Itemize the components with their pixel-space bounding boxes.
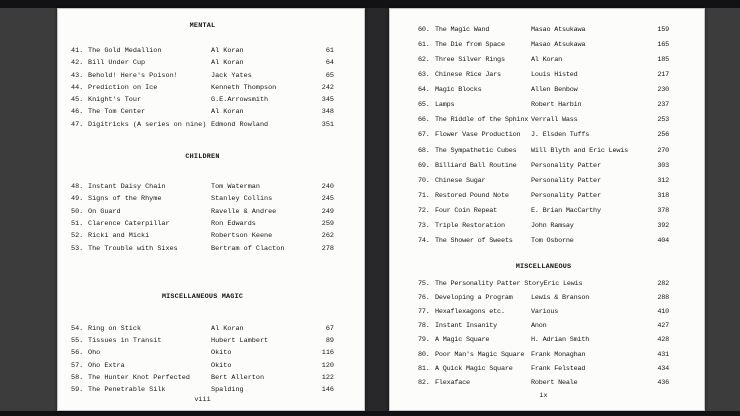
entry-author: Stanley Collins xyxy=(211,195,273,204)
toc-entry-row xyxy=(71,47,334,59)
toc-entry-row xyxy=(418,41,669,56)
entry-page-number: 278 xyxy=(321,244,334,253)
toc-entry-row xyxy=(71,232,334,244)
toc-section-entries xyxy=(418,280,669,394)
entry-page-number: 165 xyxy=(657,40,669,49)
entry-author: Personality Patter xyxy=(531,176,601,185)
toc-section-heading: MENTAL xyxy=(189,22,216,30)
entry-title: Magic Blocks xyxy=(435,86,482,95)
entry-author: Robertson Keene xyxy=(211,232,273,241)
toc-entry-row xyxy=(418,192,669,207)
entry-title: Flower Vase Production xyxy=(435,131,521,140)
entry-title: The Die from Space xyxy=(435,40,505,49)
entry-number: 50. xyxy=(71,207,84,216)
entry-title: Ring on Stick xyxy=(88,324,142,333)
entry-page-number: 378 xyxy=(657,207,669,216)
toc-section-entries xyxy=(418,26,669,253)
entry-title: Knight's Tour xyxy=(88,96,142,105)
toc-section xyxy=(418,26,669,253)
toc-entry-row xyxy=(71,220,334,232)
entry-author: E. Brian MacCarthy xyxy=(531,207,601,216)
entry-author: Jack Yates xyxy=(211,71,252,80)
entry-author: H. Adrian Smith xyxy=(531,336,590,345)
entry-author: Verrall Wass xyxy=(531,116,578,125)
toc-entry-row xyxy=(418,177,669,192)
toc-section xyxy=(71,153,334,257)
entry-author: Bert Allerton xyxy=(211,374,265,383)
entry-author: Ravelle & Andree xyxy=(211,207,277,216)
entry-page-number: 245 xyxy=(321,195,334,204)
entry-author: Al Koran xyxy=(531,55,563,64)
entry-number: 64. xyxy=(418,86,430,95)
entry-number: 80. xyxy=(418,350,430,359)
entry-author: Various xyxy=(531,307,559,316)
entry-page-number: 122 xyxy=(321,374,334,383)
entry-title: Digitricks (A series on nine) xyxy=(88,120,207,129)
entry-title: Ricki and Micki xyxy=(88,232,150,241)
left-page-folio: viii xyxy=(194,396,211,404)
entry-author: Okito xyxy=(211,349,232,358)
entry-number: 41. xyxy=(71,47,84,55)
entry-number: 55. xyxy=(71,337,84,346)
entry-number: 65. xyxy=(418,101,430,110)
toc-entry-row xyxy=(71,362,334,374)
toc-entry-row xyxy=(418,56,669,71)
bottom-letterbox-bar xyxy=(0,411,740,416)
toc-entry-row xyxy=(418,322,669,336)
toc-entry-row xyxy=(418,308,669,322)
entry-page-number: 351 xyxy=(321,120,334,129)
entry-title: Instant Daisy Chain xyxy=(88,183,166,192)
entry-number: 47. xyxy=(71,120,84,129)
toc-entry-row xyxy=(418,207,669,222)
toc-entry-row xyxy=(418,237,669,252)
entry-title: On Guard xyxy=(88,207,121,216)
entry-number: 71. xyxy=(418,192,430,201)
entry-number: 60. xyxy=(418,25,430,34)
entry-number: 54. xyxy=(71,324,84,333)
entry-title: Developing a Program xyxy=(435,293,513,302)
toc-entry-row xyxy=(71,108,334,120)
entry-author: Robert Harbin xyxy=(531,101,582,110)
entry-number: 69. xyxy=(418,161,430,170)
entry-page-number: 348 xyxy=(321,108,334,117)
toc-entry-row xyxy=(418,26,669,41)
entry-page-number: 434 xyxy=(657,364,669,373)
entry-title: Tissues in Transit xyxy=(88,337,162,346)
entry-author: J. Elsden Tuffs xyxy=(531,131,590,140)
entry-page-number: 64 xyxy=(325,59,334,68)
entry-number: 58. xyxy=(71,374,84,383)
entry-title: Chinese Rice Jars xyxy=(435,70,501,79)
entry-page-number: 242 xyxy=(321,83,334,92)
right-page-folio: ix xyxy=(539,392,548,400)
entry-number: 78. xyxy=(418,322,430,331)
toc-section-entries xyxy=(71,325,334,399)
entry-title: Clarence Caterpillar xyxy=(88,219,170,228)
toc-entry-row xyxy=(418,336,669,350)
toc-entry-row xyxy=(418,86,669,101)
toc-section xyxy=(71,293,334,399)
toc-entry-row xyxy=(418,71,669,86)
toc-section-heading: CHILDREN xyxy=(185,153,220,162)
toc-entry-row xyxy=(418,294,669,308)
entry-author: Hubert Lambert xyxy=(211,337,269,346)
entry-number: 46. xyxy=(71,108,84,117)
entry-author: Al Koran xyxy=(211,59,244,68)
entry-number: 42. xyxy=(71,59,84,68)
entry-page-number: 345 xyxy=(321,96,334,105)
page-spread xyxy=(0,8,740,411)
entry-title: Oho Extra xyxy=(88,361,125,370)
entry-number: 43. xyxy=(71,71,84,80)
entry-author: Will Blyth and Eric Lewis xyxy=(531,146,628,155)
toc-entry-row xyxy=(71,121,334,133)
entry-title: A Magic Square xyxy=(435,336,490,345)
entry-number: 51. xyxy=(71,219,84,228)
entry-page-number: 185 xyxy=(657,55,669,64)
entry-number: 70. xyxy=(418,176,430,185)
entry-number: 49. xyxy=(71,195,84,204)
toc-entry-row xyxy=(418,101,669,116)
entry-page-number: 120 xyxy=(321,361,334,370)
toc-section-entries xyxy=(71,183,334,257)
entry-title: Oho xyxy=(88,349,101,358)
entry-title: The Penetrable Silk xyxy=(88,386,166,395)
entry-number: 56. xyxy=(71,349,84,358)
entry-number: 74. xyxy=(418,237,430,246)
entry-page-number: 256 xyxy=(657,131,669,140)
entry-page-number: 436 xyxy=(657,378,669,387)
entry-number: 44. xyxy=(71,83,84,92)
entry-page-number: 312 xyxy=(657,176,669,185)
toc-entry-row xyxy=(418,131,669,146)
entry-title: The Riddle of the Sphinx xyxy=(435,116,529,125)
toc-entry-row xyxy=(71,59,334,71)
entry-page-number: 392 xyxy=(657,222,669,231)
entry-page-number: 230 xyxy=(657,86,669,95)
entry-number: 81. xyxy=(418,364,430,373)
toc-entry-row xyxy=(71,72,334,84)
toc-section-heading: MISCELLANEOUS xyxy=(515,262,572,271)
entry-title: The Personality Patter Story xyxy=(435,279,544,288)
toc-entry-row xyxy=(418,162,669,177)
toc-entry-row xyxy=(418,116,669,131)
entry-page-number: 237 xyxy=(657,101,669,110)
toc-entry-row xyxy=(418,365,669,379)
book-page-right xyxy=(389,8,705,411)
top-letterbox-bar xyxy=(0,0,740,8)
entry-title: The Magic Wand xyxy=(435,25,490,34)
entry-title: Four Coin Repeat xyxy=(435,207,498,216)
entry-number: 63. xyxy=(418,70,430,79)
entry-title: Billiard Ball Routine xyxy=(435,161,517,170)
toc-entry-row xyxy=(418,222,669,237)
toc-entry-row xyxy=(71,183,334,195)
entry-author: Al Koran xyxy=(211,324,244,333)
entry-author: Edmond Rowland xyxy=(211,120,269,129)
entry-page-number: 253 xyxy=(657,116,669,125)
entry-author: Personality Patter xyxy=(531,161,601,170)
entry-title: A Quick Magic Square xyxy=(435,364,513,373)
entry-number: 68. xyxy=(418,146,430,155)
toc-entry-row xyxy=(418,379,669,393)
entry-title: Poor Man's Magic Square xyxy=(435,350,525,359)
entry-author: Personality Patter xyxy=(531,192,601,201)
entry-page-number: 240 xyxy=(321,183,334,192)
entry-title: The Trouble with Sixes xyxy=(88,244,178,253)
entry-page-number: 65 xyxy=(325,71,334,80)
entry-author: Lewis & Branson xyxy=(531,293,590,302)
entry-number: 52. xyxy=(71,232,84,241)
entry-number: 76. xyxy=(418,293,430,302)
toc-entry-row xyxy=(71,84,334,96)
entry-title: Lamps xyxy=(435,101,455,110)
entry-number: 73. xyxy=(418,222,430,231)
entry-page-number: 116 xyxy=(321,349,334,358)
entry-author: Robert Neale xyxy=(531,378,578,387)
entry-page-number: 146 xyxy=(321,386,334,395)
entry-author: Spalding xyxy=(211,386,244,395)
entry-page-number: 303 xyxy=(657,161,669,170)
entry-number: 79. xyxy=(418,336,430,345)
entry-title: Signs of the Rhyme xyxy=(88,195,162,204)
toc-entry-row xyxy=(71,325,334,337)
entry-page-number: 217 xyxy=(657,70,669,79)
entry-author: Allen Benbow xyxy=(531,86,578,95)
entry-page-number: 159 xyxy=(657,25,669,34)
entry-author: Frank Monaghan xyxy=(531,350,586,359)
entry-author: Masao Atsukawa xyxy=(531,40,586,49)
entry-number: 82. xyxy=(418,378,430,387)
entry-author: Masao Atsukawa xyxy=(531,25,586,34)
entry-number: 45. xyxy=(71,96,84,105)
entry-title: Instant Insanity xyxy=(435,322,498,331)
toc-entry-row xyxy=(418,351,669,365)
entry-author: Frank Felstead xyxy=(531,364,586,373)
entry-title: The Hunter Knot Perfected xyxy=(88,374,190,383)
toc-entry-row xyxy=(418,147,669,162)
entry-number: 59. xyxy=(71,386,84,395)
left-page-body xyxy=(58,9,364,410)
entry-page-number: 431 xyxy=(657,350,669,359)
entry-author: Bertram of Clacton xyxy=(211,244,285,253)
entry-number: 67. xyxy=(418,131,430,140)
entry-page-number: 428 xyxy=(657,336,669,345)
entry-author: Al Koran xyxy=(211,47,244,55)
toc-entry-row xyxy=(71,337,334,349)
toc-entry-row xyxy=(71,195,334,207)
entry-page-number: 318 xyxy=(657,192,669,201)
entry-page-number: 410 xyxy=(657,307,669,316)
toc-entry-row xyxy=(71,208,334,220)
entry-title: The Shower of Sweets xyxy=(435,237,513,246)
entry-title: Triple Restoration xyxy=(435,222,505,231)
toc-entry-row xyxy=(71,96,334,108)
entry-title: Flexaface xyxy=(435,378,470,387)
entry-author: Louis Histed xyxy=(531,70,578,79)
entry-page-number: 282 xyxy=(657,279,669,288)
toc-section xyxy=(71,22,334,133)
entry-number: 66. xyxy=(418,116,430,125)
entry-page-number: 89 xyxy=(325,337,334,346)
entry-page-number: 61 xyxy=(325,47,334,55)
entry-page-number: 67 xyxy=(325,324,334,333)
entry-title: Three Silver Rings xyxy=(435,55,505,64)
entry-number: 77. xyxy=(418,307,430,316)
entry-author: G.E.Arrowsmith xyxy=(211,96,269,105)
entry-page-number: 288 xyxy=(657,293,669,302)
entry-number: 62. xyxy=(418,55,430,64)
toc-section xyxy=(418,263,669,394)
toc-section-entries xyxy=(71,47,334,133)
entry-title: The Sympathetic Cubes xyxy=(435,146,517,155)
entry-author: John Ramsay xyxy=(531,222,574,231)
entry-page-number: 249 xyxy=(321,207,334,216)
entry-title: Restored Pound Note xyxy=(435,192,509,201)
entry-title: Chinese Sugar xyxy=(435,176,486,185)
entry-page-number: 262 xyxy=(321,232,334,241)
entry-title: The Gold Medallion xyxy=(88,47,162,55)
entry-number: 53. xyxy=(71,244,84,253)
entry-number: 61. xyxy=(418,40,430,49)
entry-author: Al Koran xyxy=(211,108,244,117)
entry-author: Tom Osborne xyxy=(531,237,574,246)
entry-number: 75. xyxy=(418,279,430,288)
entry-author: Ron Edwards xyxy=(211,219,256,228)
entry-number: 57. xyxy=(71,361,84,370)
entry-page-number: 259 xyxy=(321,219,334,228)
entry-number: 72. xyxy=(418,207,430,216)
entry-page-number: 427 xyxy=(657,322,669,331)
toc-entry-row xyxy=(71,349,334,361)
right-page-body xyxy=(390,9,704,410)
entry-title: Prediction on Ice xyxy=(88,83,158,92)
entry-page-number: 270 xyxy=(657,146,669,155)
entry-title: The Tom Center xyxy=(88,108,146,117)
entry-page-number: 404 xyxy=(657,237,669,246)
entry-author: Tom Waterman xyxy=(211,183,260,192)
entry-author: Okito xyxy=(211,361,232,370)
entry-title: Hexaflexagons etc. xyxy=(435,307,505,316)
entry-title: Bill Under Cup xyxy=(88,59,146,68)
toc-entry-row xyxy=(418,280,669,294)
toc-section-heading: MISCELLANEOUS MAGIC xyxy=(161,292,244,301)
toc-entry-row xyxy=(71,374,334,386)
entry-number: 48. xyxy=(71,183,84,192)
entry-author: Kenneth Thompson xyxy=(211,83,277,92)
entry-author: Eric Lewis xyxy=(543,279,583,288)
book-page-left xyxy=(57,8,365,411)
page-gutter xyxy=(365,8,389,411)
entry-title: Behold! Here's Poison! xyxy=(88,71,178,80)
toc-entry-row xyxy=(71,245,334,257)
entry-author: Anon xyxy=(531,322,547,331)
